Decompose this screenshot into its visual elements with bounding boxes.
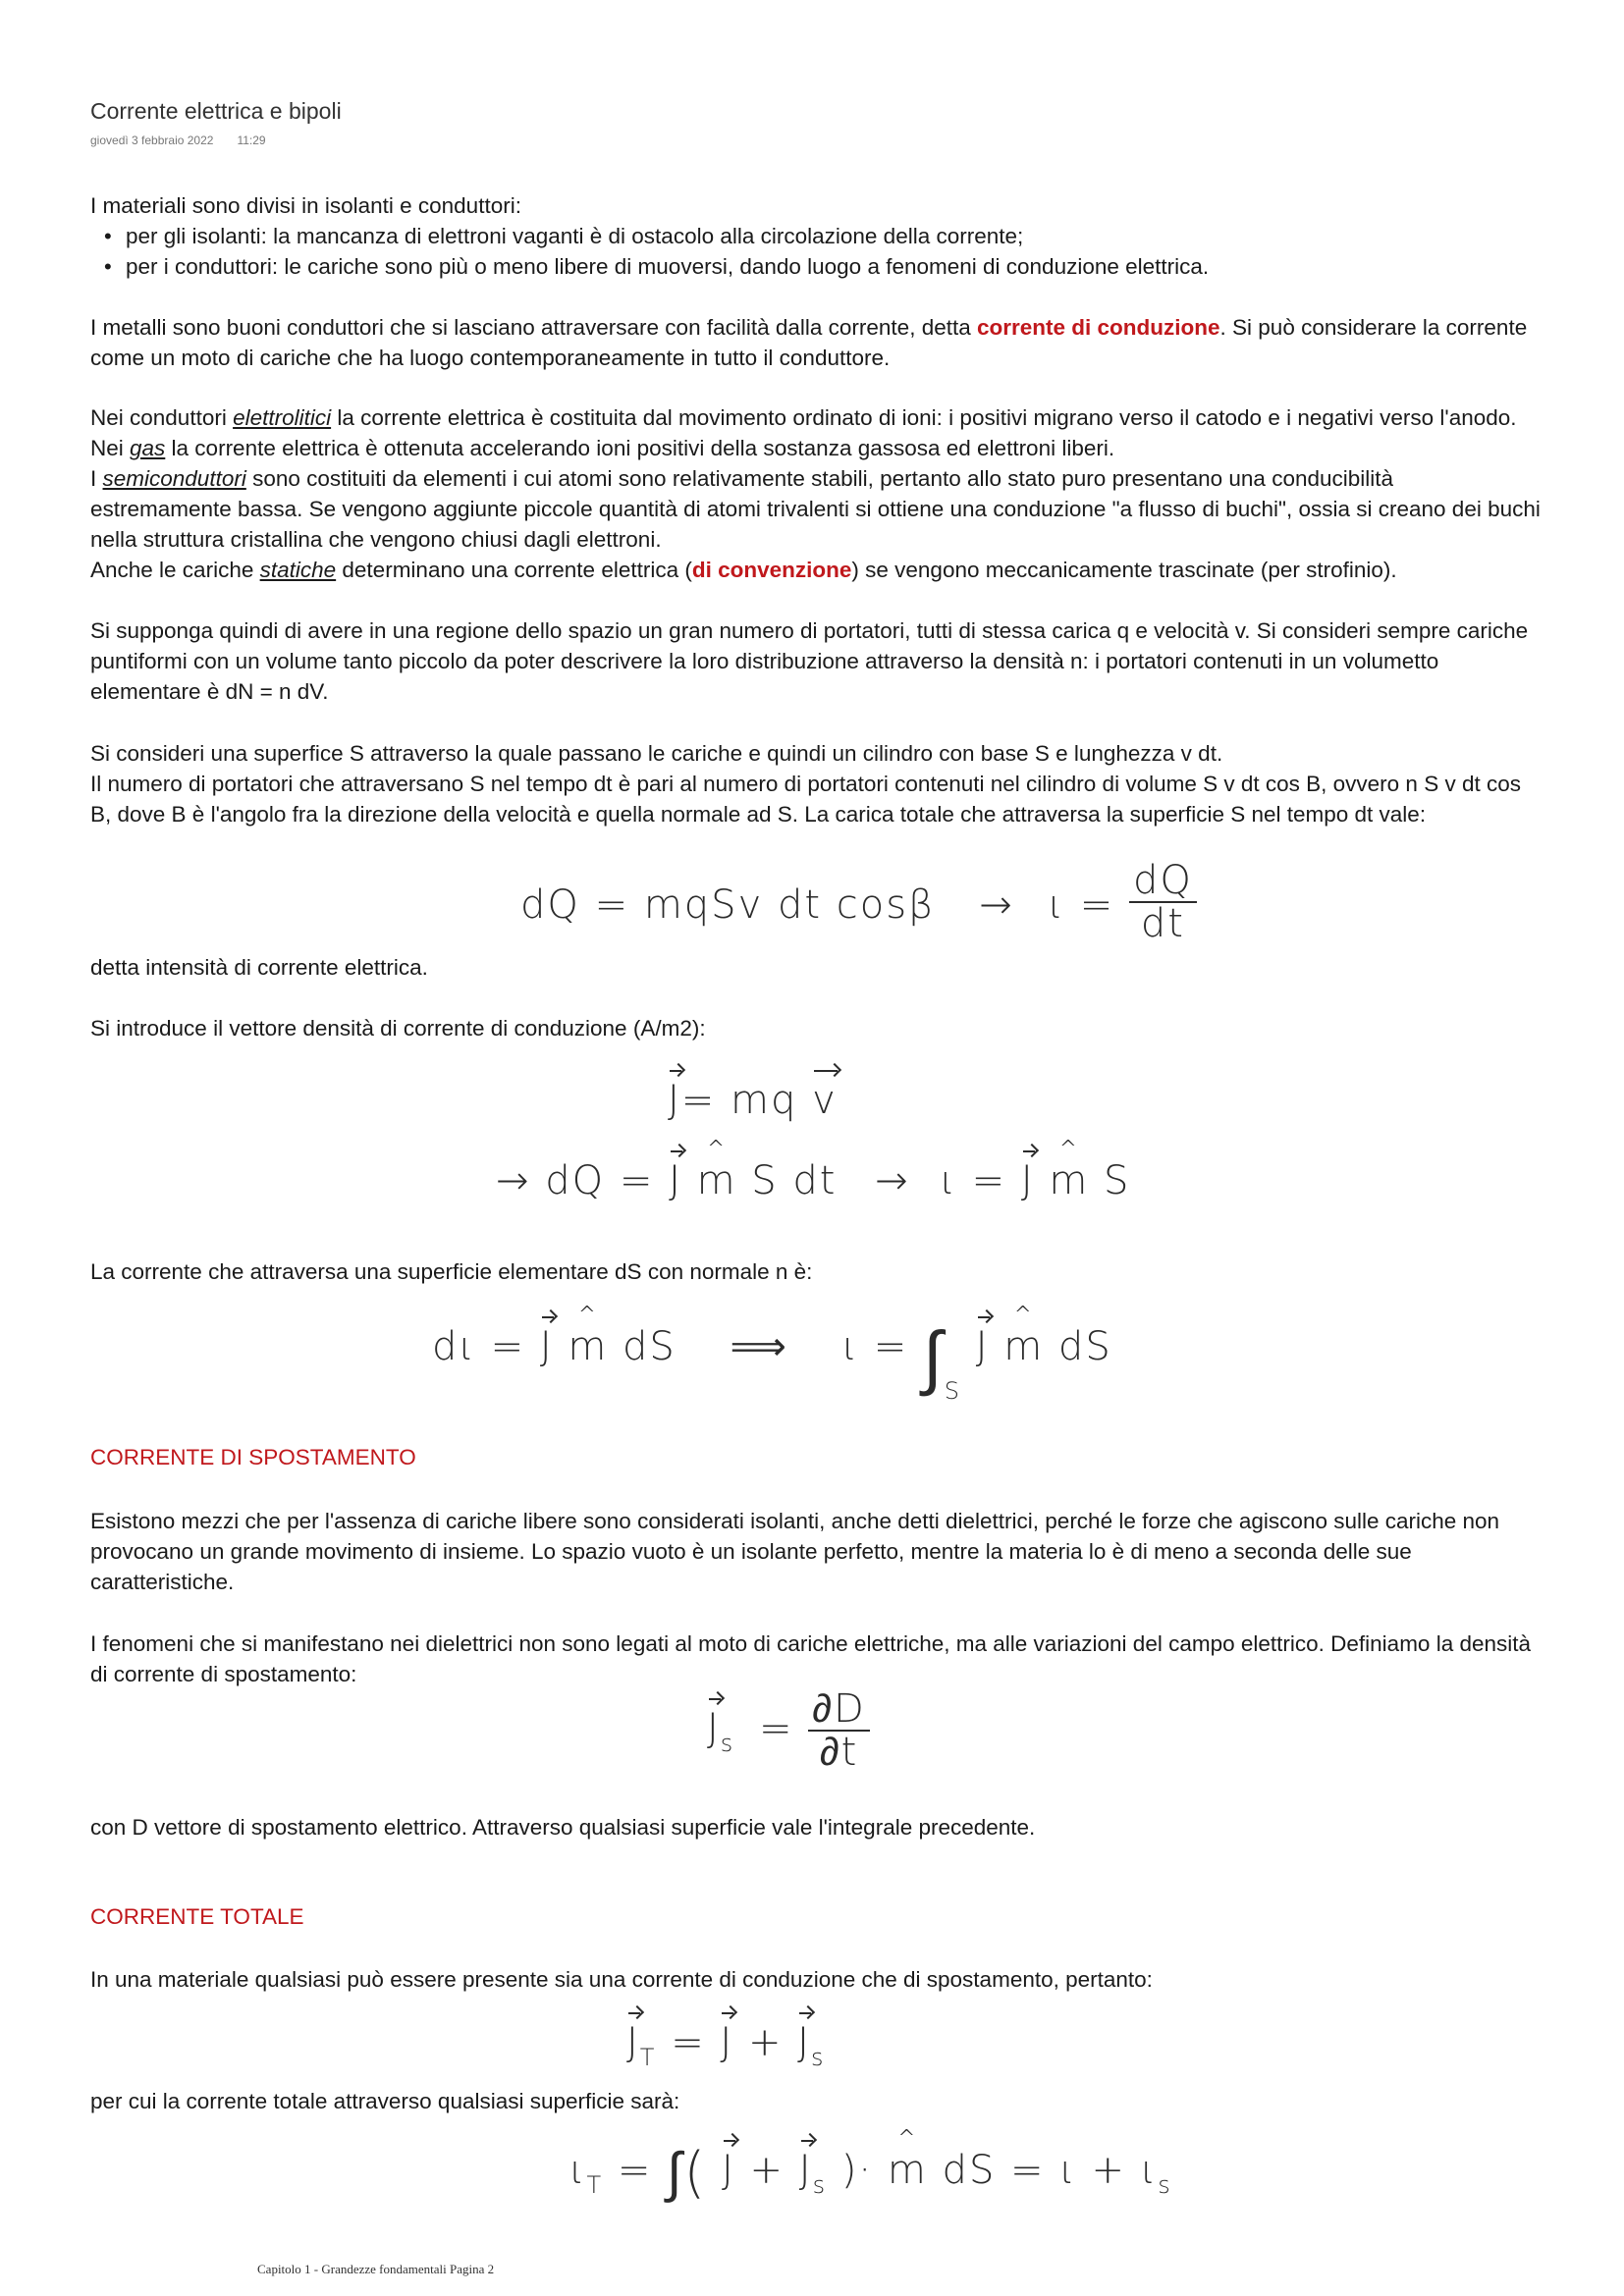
paragraph-total-after: per cui la corrente totale attraverso qualsiasi superficie sarà:	[90, 2089, 680, 2113]
equation-total-current: $\iota_T$ = ∫( $J + J_s$ )· m ^ dS = $\iota + \iota_s$	[569, 2140, 1172, 2205]
paragraph-after-eq5: con D vettore di spostamento elettrico. Attraverso qualsiasi superficie vale l'integrale precedente.	[90, 1815, 1036, 1840]
list-item: • per gli isolanti: la mancanza di elettroni vaganti è di ostacolo alla circolazione della corrente;	[104, 221, 1023, 251]
equation-current-flux: → dQ = J m ^ S dt → ι = J m ^ S	[496, 1158, 1130, 1203]
emphasis-term: gas	[130, 436, 166, 460]
page-footer: Capitolo 1 - Grandezze fondamentali Pagina 2	[257, 2262, 495, 2276]
paragraph-surface: Si consideri una superfice S attraverso la quale passano le cariche e quindi un cilindro con base S e lunghezza v dt. Il numero di portatori che attraversano S nel tempo dt è pari al numero di portatori contenuti nel cilindro di volume S v dt cos B, ovvero n S v dt cos B, dove B è l'angolo fra la direzione della velocità e quella normale ad S. La carica totale che attraversa la superficie S nel tempo dt vale:	[90, 741, 1521, 827]
section-heading-displacement: CORRENTE DI SPOSTAMENTO	[90, 1445, 416, 1469]
paragraph-conductor-types: Nei conduttori elettrolitici la corrente elettrica è costituita dal movimento ordinato di ioni: i positivi migrano verso il catodo e i negativi verso l'anodo. Nei gas la corrente elettrica è ottenuta accelerando ioni positivi della sostanza gassosa ed elettroni liberi. I semiconduttori sono costituiti da elementi i cui atomi sono relativamente stabili, pertanto allo stato puro presentano una conducibilità estremamente bassa. Se vengono aggiunte piccole quantità di atomi trivalenti si ottiene una conduzione "a flusso di buchi", ossia si creano dei buchi nella struttura cristallina che vengono chiusi dagli elettroni. Anche le cariche statiche determinano una corrente elettrica (di convenzione) se vengono meccanicamente trascinate (per strofinio).	[90, 405, 1541, 582]
equation-total-density: $J_T = J + J_s$	[626, 2020, 826, 2071]
page-meta	[90, 133, 266, 147]
emphasis-term: statiche	[259, 558, 337, 582]
emphasis-term: elettrolitici	[233, 405, 332, 430]
paragraph-density-intro: Si introduce il vettore densità di corrente di conduzione (A/m2):	[90, 1016, 706, 1041]
paragraph-dielectric: Esistono mezzi che per l'assenza di cariche libere sono considerati isolanti, anche detti dielettrici, perché le forze che agiscono sulle cariche non provocano un grande movimento di insieme. Lo spazio vuoto è un isolante perfetto, mentre la materia lo è di meno a seconda delle sue caratteristiche.	[90, 1509, 1500, 1594]
equation-charge: dQ = mqSv dt cosβ → ι = $\frac{dQ}{dt}$	[520, 870, 1197, 944]
paragraph-carriers: Si supponga quindi di avere in una regione dello spazio un gran numero di portatori, tutti di stessa carica q e velocità v. Si consideri sempre cariche puntiformi con un volume tanto piccolo da poter descrivere la loro distribuzione attraverso la densità n: i portatori contenuti in un volumetto elementare è dN = n dV.	[90, 618, 1529, 704]
page-date: giovedì 3 febbraio 2022	[90, 133, 214, 147]
highlight-term: corrente di conduzione	[977, 315, 1220, 340]
paragraph-total-intro: In una materiale qualsiasi può essere presente sia una corrente di conduzione che di spostamento, pertanto:	[90, 1967, 1153, 1992]
paragraph-phenomena: I fenomeni che si manifestano nei dielettrici non sono legati al moto di cariche elettriche, ma alle variazioni del campo elettrico. Definiamo la densità di corrente di spostamento:	[90, 1631, 1532, 1686]
paragraph-after-eq1: detta intensità di corrente elettrica.	[90, 955, 428, 980]
paragraph-metals: I metalli sono buoni conduttori che si lasciano attraversare con facilità dalla corrente, detta corrente di conduzione. Si può considerare la corrente come un moto di cariche che ha luogo contemporaneamente in tutto il conduttore.	[90, 315, 1528, 370]
equation-density: J= mq v	[668, 1078, 838, 1123]
paragraph-elementary: La corrente che attraversa una superficie elementare dS con normale n è:	[90, 1259, 813, 1284]
equation-integral: dι = J m ^ dS ⟹ $\iota = \int_S$ J m ^ dS	[432, 1315, 1112, 1405]
emphasis-term: semiconduttori	[102, 466, 246, 491]
highlight-term: di convenzione	[691, 558, 852, 582]
list-item: • per i conduttori: le cariche sono più o meno libere di muoversi, dando luogo a fenomeni di conduzione elettrica.	[104, 251, 1209, 282]
page-time: 11:29	[237, 133, 266, 147]
equation-displacement-density: $J_s$ = $\frac{\partial D}{\partial t}$	[707, 1688, 870, 1773]
intro-lead: I materiali sono divisi in isolanti e conduttori:	[90, 193, 521, 218]
page-title: Corrente elettrica e bipoli	[90, 98, 342, 124]
section-heading-total: CORRENTE TOTALE	[90, 1904, 304, 1929]
